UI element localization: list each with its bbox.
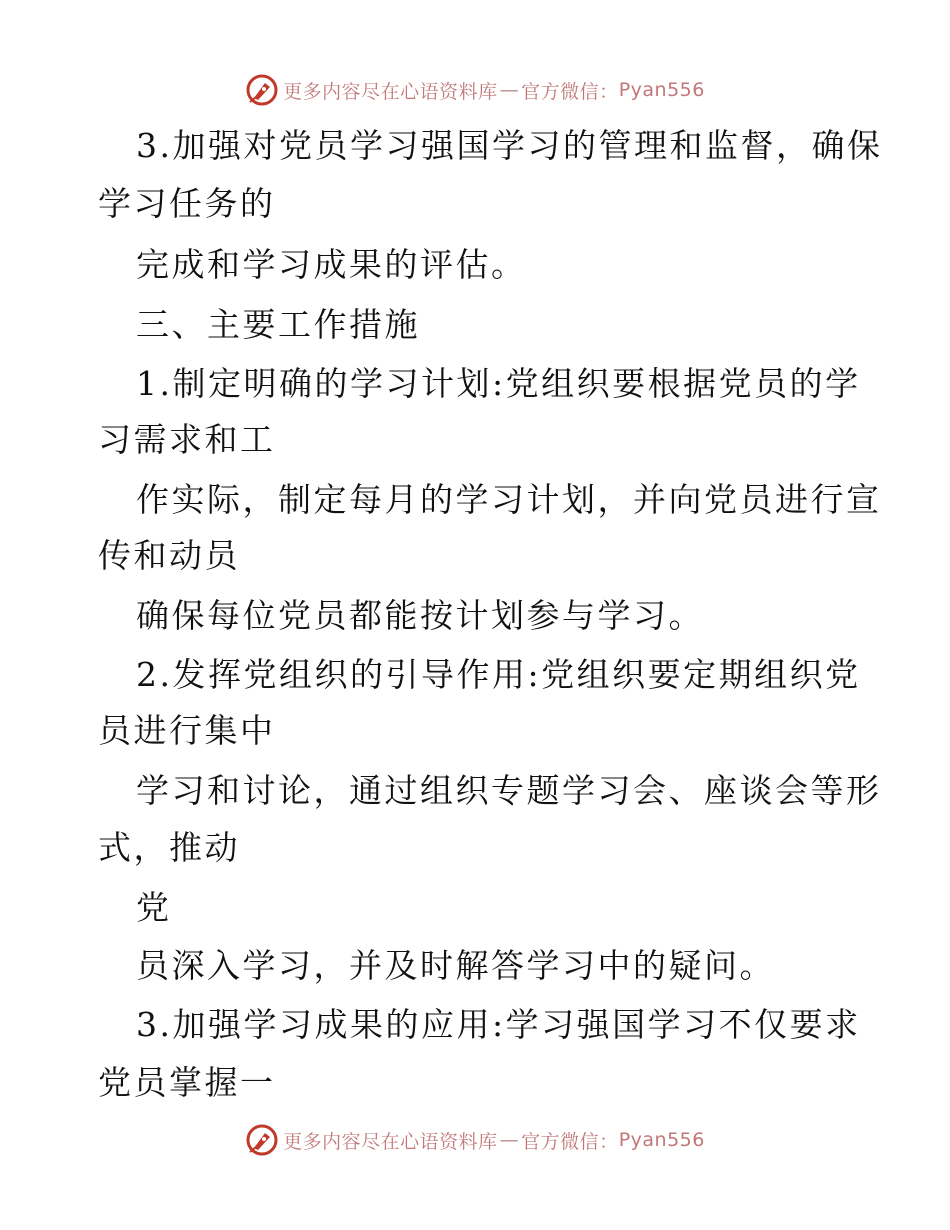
text-line: 学习任务的 — [98, 184, 276, 223]
text-line: 党 — [136, 888, 172, 927]
text-line: 2.发挥党组织的引导作用:党组织要定期组织党 — [136, 655, 861, 694]
text-line: 1.制定明确的学习计划:党组织要根据党员的学 — [136, 364, 861, 403]
text-line: 3.加强学习成果的应用:学习强国学习不仅要求 — [136, 1005, 861, 1044]
watermark-separator: — — [499, 79, 520, 101]
text-line: 完成和学习成果的评估。 — [136, 245, 527, 284]
watermark-id: Pyan556 — [618, 1129, 705, 1151]
footer-watermark — [0, 1120, 950, 1160]
header-watermark — [0, 70, 950, 110]
text-line: 学习和讨论，通过组织专题学习会、座谈会等形 — [136, 771, 882, 810]
text-line: 习需求和工 — [98, 420, 276, 459]
text-line: 传和动员 — [98, 536, 240, 575]
watermark-separator: — — [499, 1129, 520, 1151]
text-line: 员进行集中 — [98, 711, 276, 750]
pen-nib-seal-icon — [245, 73, 279, 107]
watermark-text: 更多内容尽在心语资料库 — [283, 1130, 498, 1153]
text-line: 党员掌握一 — [98, 1063, 276, 1102]
watermark-text: 更多内容尽在心语资料库 — [283, 80, 498, 103]
watermark-label: 官方微信： — [521, 80, 619, 103]
watermark-id: Pyan556 — [618, 79, 705, 101]
text-line: 作实际，制定每月的学习计划，并向党员进行宣 — [136, 480, 882, 519]
text-line: 式，推动 — [98, 828, 240, 867]
pen-nib-seal-icon — [245, 1123, 279, 1157]
text-line: 确保每位党员都能按计划参与学习。 — [136, 596, 704, 635]
watermark-label: 官方微信： — [521, 1130, 619, 1153]
section-heading: 三、主要工作措施 — [136, 305, 420, 344]
text-line: 员深入学习，并及时解答学习中的疑问。 — [136, 946, 775, 985]
text-line: 3.加强对党员学习强国学习的管理和监督，确保 — [136, 126, 883, 165]
